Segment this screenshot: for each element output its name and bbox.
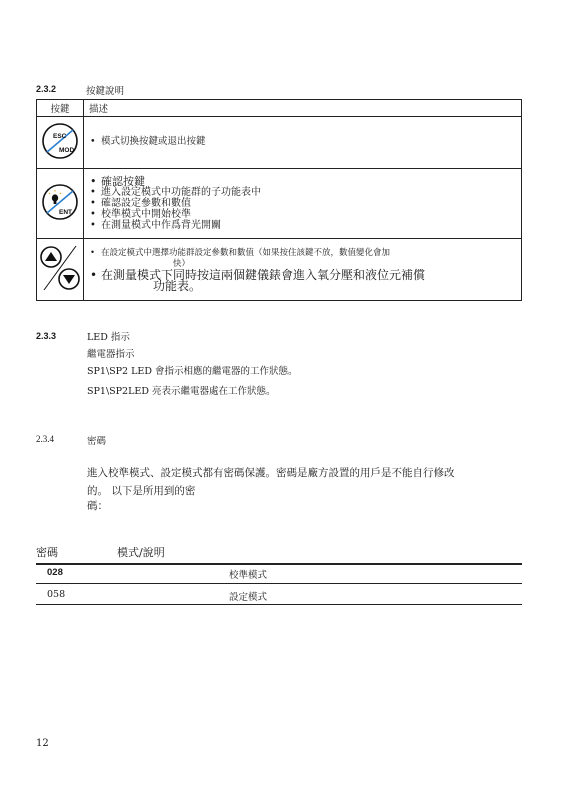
ent-key-cell [37, 169, 84, 239]
key-column-header: 按鍵 [37, 100, 84, 117]
arrow-desc-cell [84, 239, 522, 301]
password-header-desc: 模式/說明 [117, 546, 165, 559]
list-item-text: 在測量模式下同時按這兩個鍵儀錶會進入氧分壓和液位元補償 [101, 268, 426, 282]
esc-mod-desc-cell [84, 117, 522, 169]
key-row-ent [37, 169, 522, 239]
section-title-233: LED 指示 [87, 332, 130, 343]
password-desc-calibration: 校準模式 [229, 570, 268, 581]
table-rule-bottom [36, 604, 522, 605]
section-234-para-line-2: 的。 以下是所用到的密 [87, 485, 196, 497]
list-item: • 進入設定模式中功能群的子功能表中 [90, 187, 521, 198]
section-233-line-1: 繼電器指示 [87, 349, 135, 360]
down-arrow-icon [59, 269, 79, 289]
section-title-232: 按鍵說明 [86, 86, 125, 97]
ent-desc-cell [84, 169, 522, 239]
list-item-text: 在設定模式中選擇功能群設定參數和數值（如果按住該鍵不放，數值變化會加 [101, 248, 391, 258]
esc-mod-key-cell [37, 117, 84, 169]
ent-label: ENT [59, 209, 72, 216]
esc-mod-key-icon [40, 121, 80, 161]
mod-label: MOD [59, 147, 75, 154]
key-row-esc-mod [37, 117, 522, 169]
section-234-para-line-3: 碼： [87, 500, 108, 512]
up-arrow-icon [41, 247, 61, 267]
table-rule-top [36, 563, 522, 565]
section-number-233: 2.3.3 [36, 331, 57, 341]
list-item: • 確認按鍵 [90, 176, 521, 187]
desc-column-header: 描述 [84, 100, 522, 117]
list-item-continuation: 功能表。 [153, 278, 202, 293]
arrow-keys-cell [37, 239, 84, 301]
list-item-continuation: 快） [173, 258, 191, 269]
password-desc-setup: 設定模式 [229, 592, 268, 603]
page-number: 12 [36, 738, 49, 749]
section-title-234: 密碼 [87, 436, 107, 447]
password-code-058: 058 [47, 589, 66, 600]
section-233-line-3: SP1\SP2LED 亮表示繼電器處在工作狀態。 [87, 386, 276, 397]
list-item: • 確認設定參數和數值 [90, 198, 521, 209]
list-item: • 校準模式中開始校準 [90, 209, 521, 220]
key-table-header [37, 100, 522, 117]
password-header-code: 密碼 [36, 546, 58, 559]
list-item: • 在測量模式中作爲背光開關 [90, 220, 521, 231]
table-rule-middle [36, 583, 522, 584]
key-row-arrows [37, 239, 522, 301]
list-item [90, 270, 521, 291]
section-number-234: 2.3.4 [36, 434, 54, 444]
section-233-line-2: SP1\SP2 LED 會指示相應的繼電器的工作狀態。 [87, 366, 298, 377]
arrow-keys-icon [38, 240, 82, 296]
key-table [36, 99, 522, 301]
password-code-028: 028 [47, 567, 63, 578]
ent-key-icon [40, 182, 80, 222]
section-234-para-line-1: 進入校準模式、設定模式都有密碼保護。密碼是廠方設置的用戶是不能自行修改 [87, 467, 455, 479]
esc-label: ESC [53, 133, 67, 140]
list-item: • 模式切換按鍵或退出按鍵 [90, 137, 521, 148]
section-number-232: 2.3.2 [36, 84, 57, 94]
list-item [90, 248, 521, 269]
